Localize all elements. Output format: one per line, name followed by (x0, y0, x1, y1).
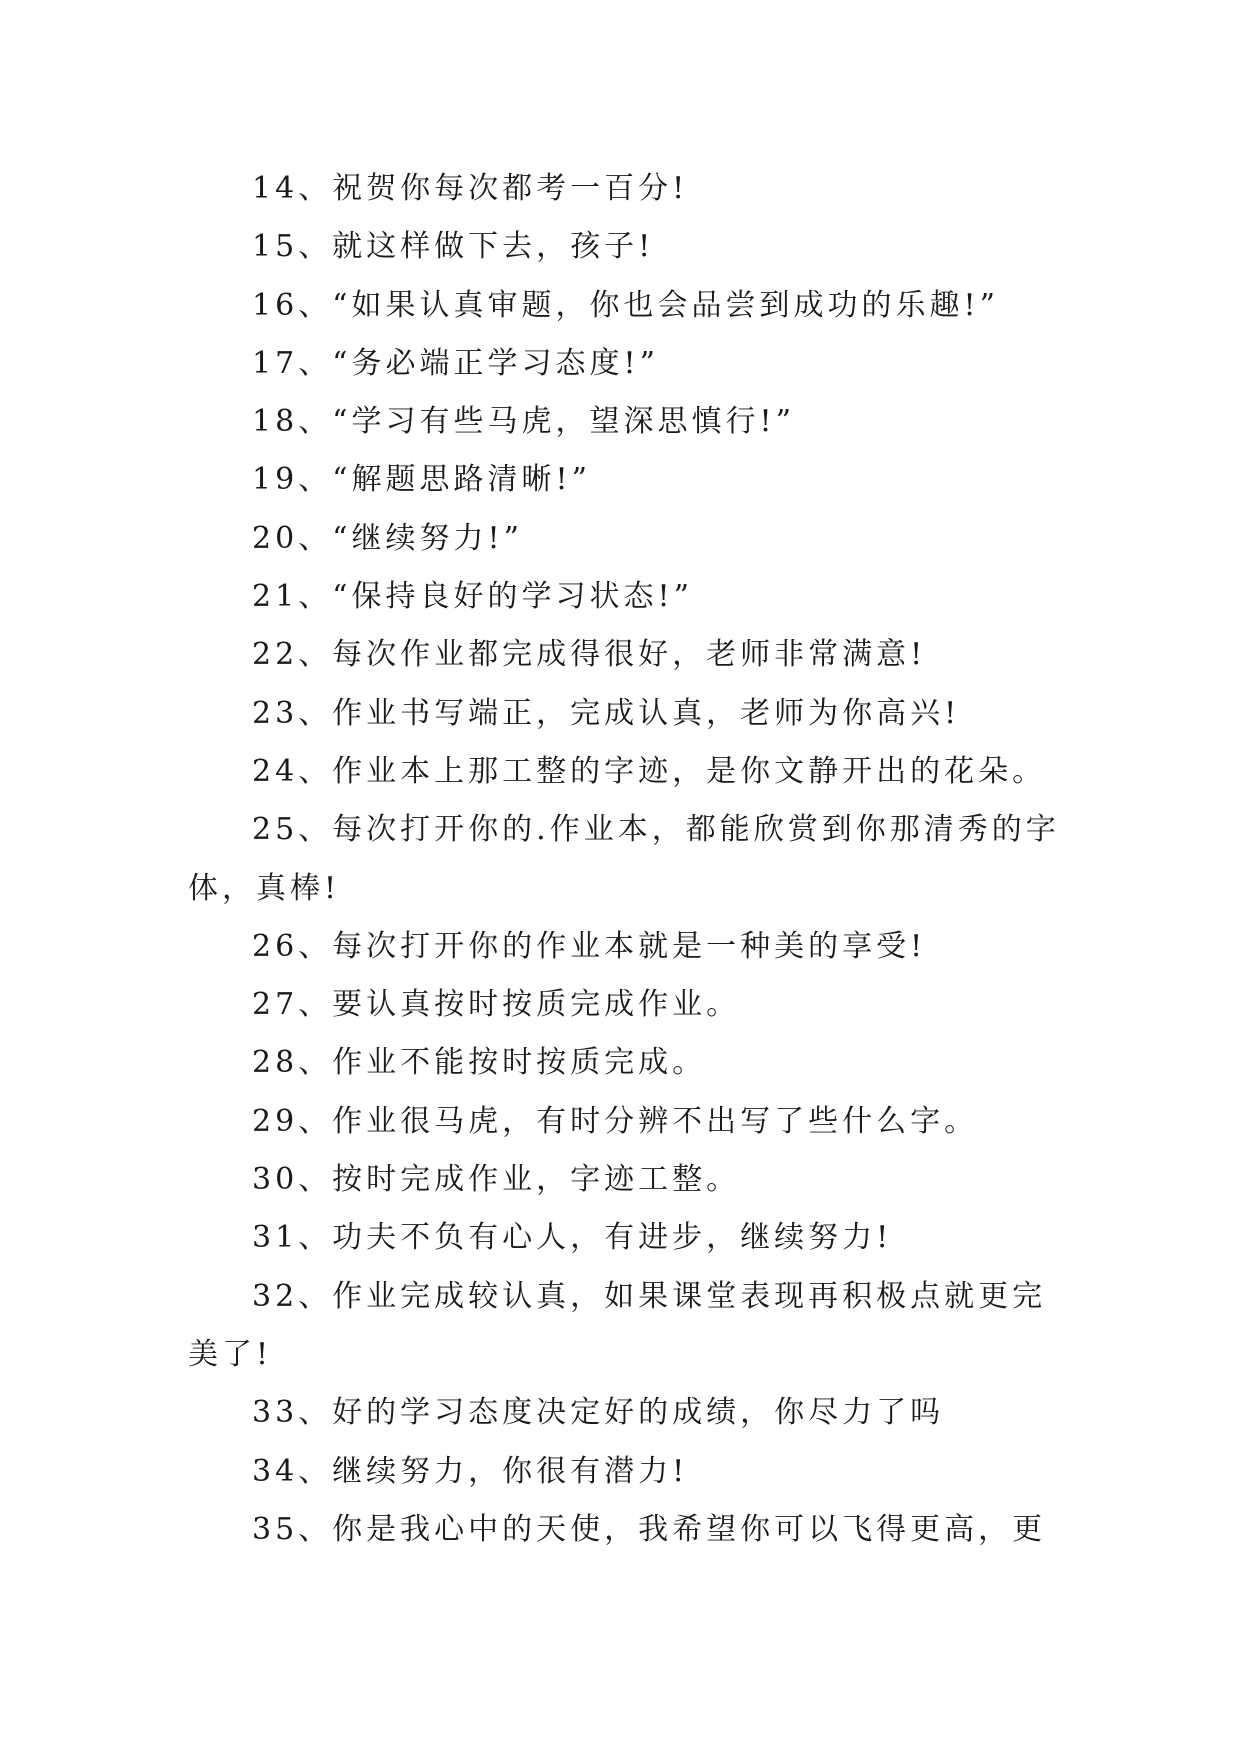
list-item: 21、“保持良好的学习状态!” (252, 579, 693, 615)
list-item: 34、继续努力，你很有潜力! (252, 1453, 689, 1489)
list-item: 16、“如果认真审题，你也会品尝到成功的乐趣!” (252, 287, 999, 323)
list-item: 22、每次作业都完成得很好，老师非常满意! (252, 637, 927, 673)
list-item: 33、好的学习态度决定好的成绩，你尽力了吗 (252, 1395, 945, 1431)
list-item: 14、祝贺你每次都考一百分! (252, 171, 689, 206)
list-item: 32、作业完成较认真，如果课堂表现再积极点就更完美了! (188, 1278, 1047, 1372)
list-item: 19、“解题思路清晰!” (252, 462, 591, 498)
list-item: 17、“务必端正学习态度!” (252, 345, 659, 381)
list-item: 26、每次打开你的作业本就是一种美的享受! (252, 928, 927, 964)
document-body (188, 160, 1068, 1559)
list-item: 20、“继续努力!” (252, 520, 523, 556)
list-item: 29、作业很马虎，有时分辨不出写了些什么字。 (252, 1103, 979, 1139)
list-item: 15、就这样做下去，孩子! (252, 229, 655, 265)
list-item: 24、作业本上那工整的字迹，是你文静开出的花朵。 (252, 753, 1047, 789)
list-item: 18、“学习有些马虎，望深思慎行!” (252, 404, 795, 440)
list-item: 23、作业书写端正，完成认真，老师为你高兴! (252, 695, 961, 731)
list-item: 28、作业不能按时按质完成。 (252, 1045, 707, 1081)
list-item: 27、要认真按时按质完成作业。 (252, 987, 741, 1023)
list-item: 35、你是我心中的天使，我希望你可以飞得更高，更 (252, 1511, 1047, 1547)
list-item: 30、按时完成作业，字迹工整。 (252, 1162, 741, 1198)
list-item: 25、每次打开你的.作业本，都能欣赏到你那清秀的字体，真棒! (188, 812, 1060, 906)
list-item: 31、功夫不负有心人，有进步，继续努力! (252, 1220, 893, 1256)
